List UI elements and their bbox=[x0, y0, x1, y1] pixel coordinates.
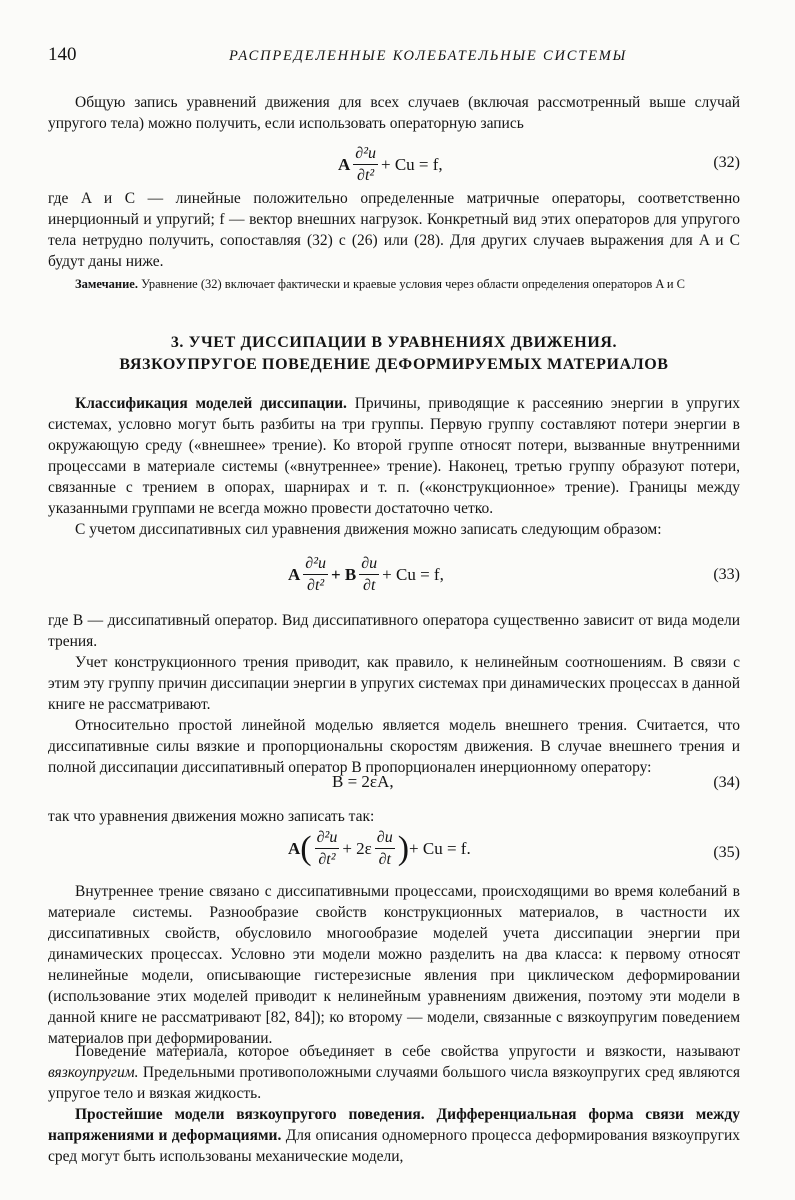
equation-34-body: B = 2εA, bbox=[332, 772, 394, 791]
fraction: $\frac{\text{∂²u}}{\text{∂t²}}$ bbox=[305, 555, 326, 594]
equation-number: (34) bbox=[713, 774, 740, 791]
paragraph-external-friction: Относительно простой линейной моделью является модель внешнего трения. Считается, что диссипативные силы вязкие и пропорциональны скоростям движения. В случае внешнего трения и полной диссипации диссипативный оператор B пропорционален инерционному оператору: bbox=[48, 717, 740, 776]
equation-35-body: A ( $\frac{\text{∂²u}}{\text{∂t²}}$ + 2ε $\frac{\partial u}{\partial t}$ ) + Cu = f. bbox=[288, 829, 471, 868]
paragraph-intro: Общую запись уравнений движения для всех случаев (включая рассмотренный выше случай упругого тела) можно получить, если использовать операторную запись bbox=[48, 94, 740, 132]
section-title: 3. УЧЕТ ДИССИПАЦИИ В УРАВНЕНИЯХ ДВИЖЕНИЯ. ВЯЗКОУПРУГОЕ ПОВЕДЕНИЕ ДЕФОРМИРУЕМЫХ МАТЕРИАЛОВ bbox=[119, 334, 669, 373]
equation-33 bbox=[48, 552, 740, 602]
page-number: 140 bbox=[48, 44, 77, 65]
paragraph-classification: Классификация моделей диссипации. Причины, приводящие к рассеянию энергии в упругих системах, условно могут быть разбиты на три группы. Первую группу составляют потери энергии в окружающую среду («внешнее» трение). Ко второй группе относят потери, вызванные внутренними процессами в материале системы («внутреннее» трение). Наконец, третью группу образуют потери, связанные с трением в опорах, шарнирах и т. п. («конструкционное» трение). Границы между указанными группами не всегда можно провести достаточно четко. bbox=[48, 395, 740, 517]
page-header bbox=[48, 44, 748, 70]
equation-number: (32) bbox=[713, 154, 740, 171]
paragraph-dissipative-operator: где B — диссипативный оператор. Вид диссипативного оператора существенно зависит от вида модели трения. bbox=[48, 612, 740, 650]
running-title: РАСПРЕДЕЛЕННЫЕ КОЛЕБАТЕЛЬНЫЕ СИСТЕМЫ bbox=[228, 48, 628, 64]
equation-35 bbox=[48, 826, 740, 876]
paragraph-equations-of-motion: так что уравнения движения можно записать так: bbox=[48, 808, 375, 825]
equation-33-body: A $\frac{\text{∂²u}}{\text{∂t²}}$ + B $\frac{\partial u}{\partial t}$ + Cu = f, bbox=[288, 555, 444, 594]
paragraph-viscoelastic: Поведение материала, которое объединяет в себе свойства упругости и вязкости, называют вязкоупругим. Предельными противоположными случаями большого числа вязкоупругих сред являются упругое тело и вязкая жидкость. bbox=[48, 1043, 740, 1102]
remark-label: Замечание. bbox=[75, 277, 138, 291]
paragraph-internal-friction: Внутреннее трение связано с диссипативными процессами, происходящими во время колебаний в материале системы. Разнообразие свойств конструкционных материалов, в частности их диссипативных свойств, обусловило многообразие моделей учета диссипации энергии при динамических процессах. Условно эти модели можно разделить на два класса: к первому относят нелинейные модели, описывающие гистерезисные явления при циклическом деформировании (использование этих моделей приводит к нелинейным уравнениям движения, поэтому эти модели в данной книге не рассматривают [82, 84]); ко второму — модели, связанные с вязкоупругим поведением материалов при деформировании. bbox=[48, 883, 740, 1047]
equation-number: (33) bbox=[713, 566, 740, 583]
equation-number: (35) bbox=[713, 844, 740, 861]
equation-34 bbox=[48, 772, 740, 800]
remark-note: Замечание. Уравнение (32) включает фактически и краевые условия через области определения операторов A и C bbox=[75, 277, 686, 291]
paragraph-dissipative-forces: С учетом диссипативных сил уравнения движения можно записать следующим образом: bbox=[75, 521, 662, 538]
equation-32-body: A $\frac{\text{∂²u}}{\text{∂t²}}$ + Cu = f, bbox=[338, 145, 443, 184]
paragraph-simple-models: Простейшие модели вязкоупругого поведения. Дифференциальная форма связи между напряжениями и деформациями. Для описания одномерного процесса деформирования вязкоупругих сред могут быть использованы механические модели, bbox=[48, 1106, 740, 1165]
equation-32 bbox=[48, 140, 740, 190]
paragraph-structural-friction: Учет конструкционного трения приводит, как правило, к нелинейным соотношениям. В связи с этим эту группу причин диссипации энергии в упругих системах при динамических процессах в данной книге не рассматривают. bbox=[48, 654, 740, 713]
fraction: $\frac{\text{∂²u}}{\text{∂t²}}$ bbox=[355, 145, 376, 184]
fraction: $\frac{\text{∂²u}}{\text{∂t²}}$ bbox=[316, 829, 338, 868]
fraction: $\frac{\partial u}{\partial t}$ bbox=[376, 829, 393, 868]
fraction: $\frac{\partial u}{\partial t}$ bbox=[361, 555, 378, 594]
paragraph-operators: где A и C — линейные положительно определенные матричные операторы, соответственно инерционный и упругий; f — вектор внешних нагрузок. Конкретный вид этих операторов для упругого тела нетрудно получить, сопоставляя (32) с (26) или (28). Для других случаев выражения для A и C будут даны ниже. bbox=[48, 190, 740, 270]
